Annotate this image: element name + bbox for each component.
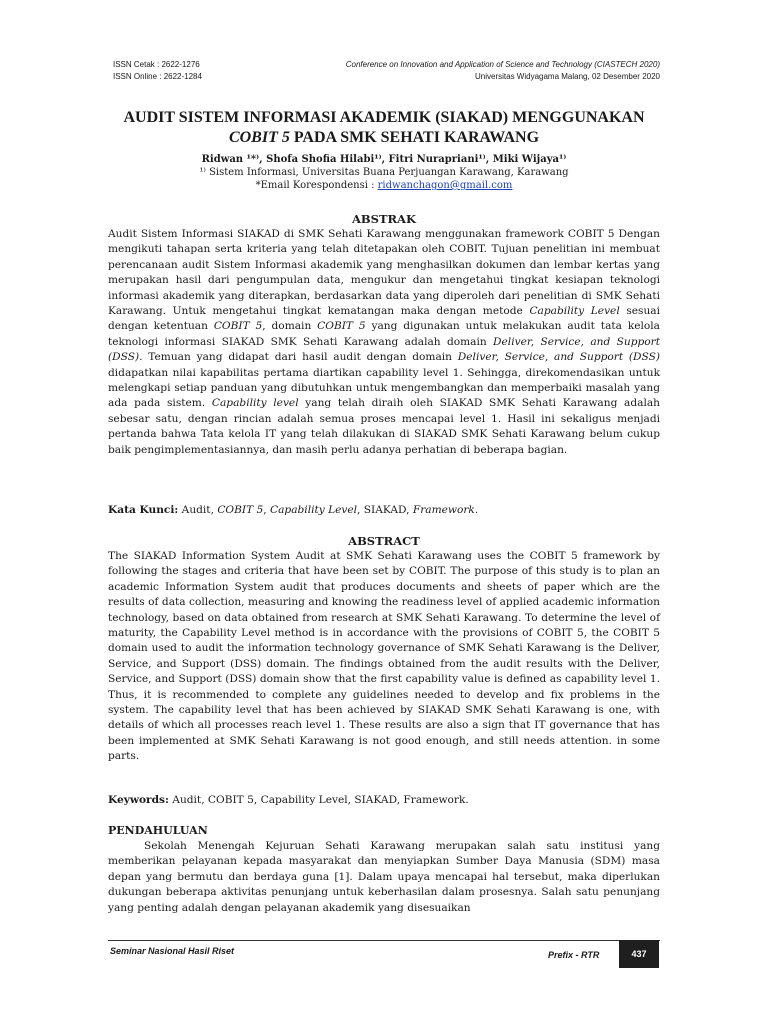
kata-kunci-label: Kata Kunci: xyxy=(108,504,179,516)
conference-venue: Universitas Widyagama Malang, 02 Desember 2020 xyxy=(475,72,660,81)
kata-kunci-text-4: . xyxy=(474,504,479,516)
title-rest: PADA SMK SEHATI KARAWANG xyxy=(289,129,540,146)
abstrak-italic-2: COBIT 5 xyxy=(213,320,263,333)
footer-divider xyxy=(108,940,660,941)
abstrak-text-1: Audit Sistem Informasi SIAKAD di SMK Sehati Karawang menggunakan framework COBIT 5 Dengan mengikuti tahapan serta kriteria yang telah ditetapakan oleh COBIT. Tujuan penelitian ini membuat perencanaan audit Sistem Informasi akademik yang menghasilkan dokumen dan lembar kertas yang merupakan hasil dari pengumpulan data, mengukur dan mengetahui tingkat kesiapan teknologi informasi akademik yang diterapkan, berdasarkan data yang diperoleh dari penelitian di SMK Sehati Karawang. Untuk mengetahui tingkat kematangan maka dengan metode xyxy=(108,228,660,318)
paper-title xyxy=(108,108,660,148)
keywords-line xyxy=(108,793,660,808)
abstrak-text-7: yang telah diraih oleh SIAKAD SMK Sehati Karawang adalah sebesar satu, dengan rincian adalah semua proses mencapai level 1. Hasil ini sekaligus menjadi pertanda bahwa Tata kelola IT yang telah dilakukan di SIAKAD SMK Sehati Karawang belum cukup baik pengimplementasiannya, dan masih perlu adanya perhatian di beberapa bagian. xyxy=(108,397,660,456)
abstrak-text-5: Temuan yang didapat dari hasil audit dengan domain xyxy=(142,351,458,364)
abstrak-italic-3: COBIT 5 xyxy=(317,320,366,333)
author-names: Ridwan ¹*⁾, Shofa Shofia Hilabi¹⁾, Fitri Nurapriani¹⁾, Miki Wijaya¹⁾ xyxy=(201,154,567,165)
abstrak-paragraph xyxy=(108,227,660,458)
title-cobit: COBIT 5 xyxy=(228,129,290,146)
abstrak-text-6: didapatkan nilai kapabilitas pertama diartikan capability level 1. Sehingga, direkomendasikan untuk melengkapi setiap panduan yang dibutuhkan untuk mengembangkan dan memperbaiki masalah yang ada pada sistem. xyxy=(108,366,660,410)
abstrak-italic-4: Deliver, Service, and Support (DSS). xyxy=(108,335,660,364)
abstrak-text-4: yang digunakan untuk melakukan audit tata kelola teknologi informasi SIAKAD SMK Sehati Karawang adalah domain xyxy=(108,320,660,348)
page-number: 437 xyxy=(619,940,659,968)
issn-print: ISSN Cetak : 2622-1276 xyxy=(113,60,200,69)
kata-kunci-italic-1: COBIT 5 xyxy=(217,504,264,516)
abstract-heading: ABSTRACT xyxy=(348,534,420,548)
pendahuluan-heading: PENDAHULUAN xyxy=(108,824,208,837)
kata-kunci-italic-2: Capability Level xyxy=(270,504,358,516)
title-line-2 xyxy=(108,128,660,148)
kata-kunci-line xyxy=(108,503,660,518)
kata-kunci-text-1: Audit, xyxy=(178,504,218,516)
pendahuluan-paragraph: Sekolah Menengah Kejuruan Sehati Karawang merupakan salah satu institusi yang memberikan pelayanan kepada masyarakat dan menyiapkan Sumber Daya Manusia (SDM) masa depan yang bermutu dan berdaya guna [1]. Dalam upaya mencapai hal tersebut, maka diperlukan dukungan beberapa aktivitas penunjang untuk keberhasilan dalam prosesnya. Salah satu penunjang yang penting adalah dengan pelayanan akademik yang disesuaikan xyxy=(108,840,660,914)
keywords-label: Keywords: xyxy=(108,794,169,806)
abstrak-italic-1: Capability Level xyxy=(529,305,620,318)
footer-seminar: Seminar Nasional Hasil Riset xyxy=(110,946,235,956)
issn-online: ISSN Online : 2622-1284 xyxy=(113,72,202,81)
footer-prefix: Prefix - RTR xyxy=(548,950,600,960)
author-email-line xyxy=(108,179,660,192)
keywords-text: Audit, COBIT 5, Capability Level, SIAKAD, Framework. xyxy=(168,794,469,806)
email-label: *Email Korespondensi : xyxy=(255,180,378,191)
abstrak-italic-5: Deliver, Service, and Support (DSS) xyxy=(457,351,660,364)
abstrak-text-3: , domain xyxy=(262,320,318,333)
email-link[interactable]: ridwanchagon@gmail.com xyxy=(377,180,513,191)
kata-kunci-text-2: , xyxy=(263,504,270,516)
abstrak-heading: ABSTRAK xyxy=(352,212,416,226)
kata-kunci-text-3: , SIAKAD, xyxy=(357,504,413,516)
kata-kunci-italic-3: Framework xyxy=(412,504,475,516)
issn-block xyxy=(113,59,202,83)
title-line-1: AUDIT SISTEM INFORMASI AKADEMIK (SIAKAD) MENGGUNAKAN xyxy=(123,109,645,126)
abstrak-text-2: sesuai dengan ketentuan xyxy=(108,305,661,333)
conference-block xyxy=(346,59,660,83)
author-block xyxy=(108,153,660,192)
abstrak-italic-6: Capability level xyxy=(211,397,299,410)
abstract-paragraph: The SIAKAD Information System Audit at SMK Sehati Karawang uses the COBIT 5 framework by following the stages and criteria that have been set by COBIT. The purpose of this study is to plan an academic Information System audit that produces documents and sheets of paper which are the results of data collection, measuring and knowing the readiness level of applied academic information technology, based on data obtained from research at SMK Sehati Karawang. To determine the level of maturity, the Capability Level method is in accordance with the provisions of COBIT 5, the COBIT 5 domain used to audit the information technology governance of SMK Sehati Karawang is the Deliver, Service, and Support (DSS) domain. The findings obtained from the audit results with the Deliver, Service, and Support (DSS) domain show that the first capability value is defined as capability level 1. Thus, it is recommended to complete any guidelines needed to develop and fix problems in the system. The capability level that has been achieved by SIAKAD SMK Sehati Karawang is one, with details of which all processes reach level 1. These results are also a sign that IT governance that has been implemented at SMK Sehati Karawang is not good enough, and still needs attention. in some parts. xyxy=(108,550,660,763)
author-affiliation: ¹⁾ Sistem Informasi, Universitas Buana Perjuangan Karawang, Karawang xyxy=(199,167,569,178)
conference-name: Conference on Innovation and Application of Science and Technology (CIASTECH 2020) xyxy=(345,60,660,69)
